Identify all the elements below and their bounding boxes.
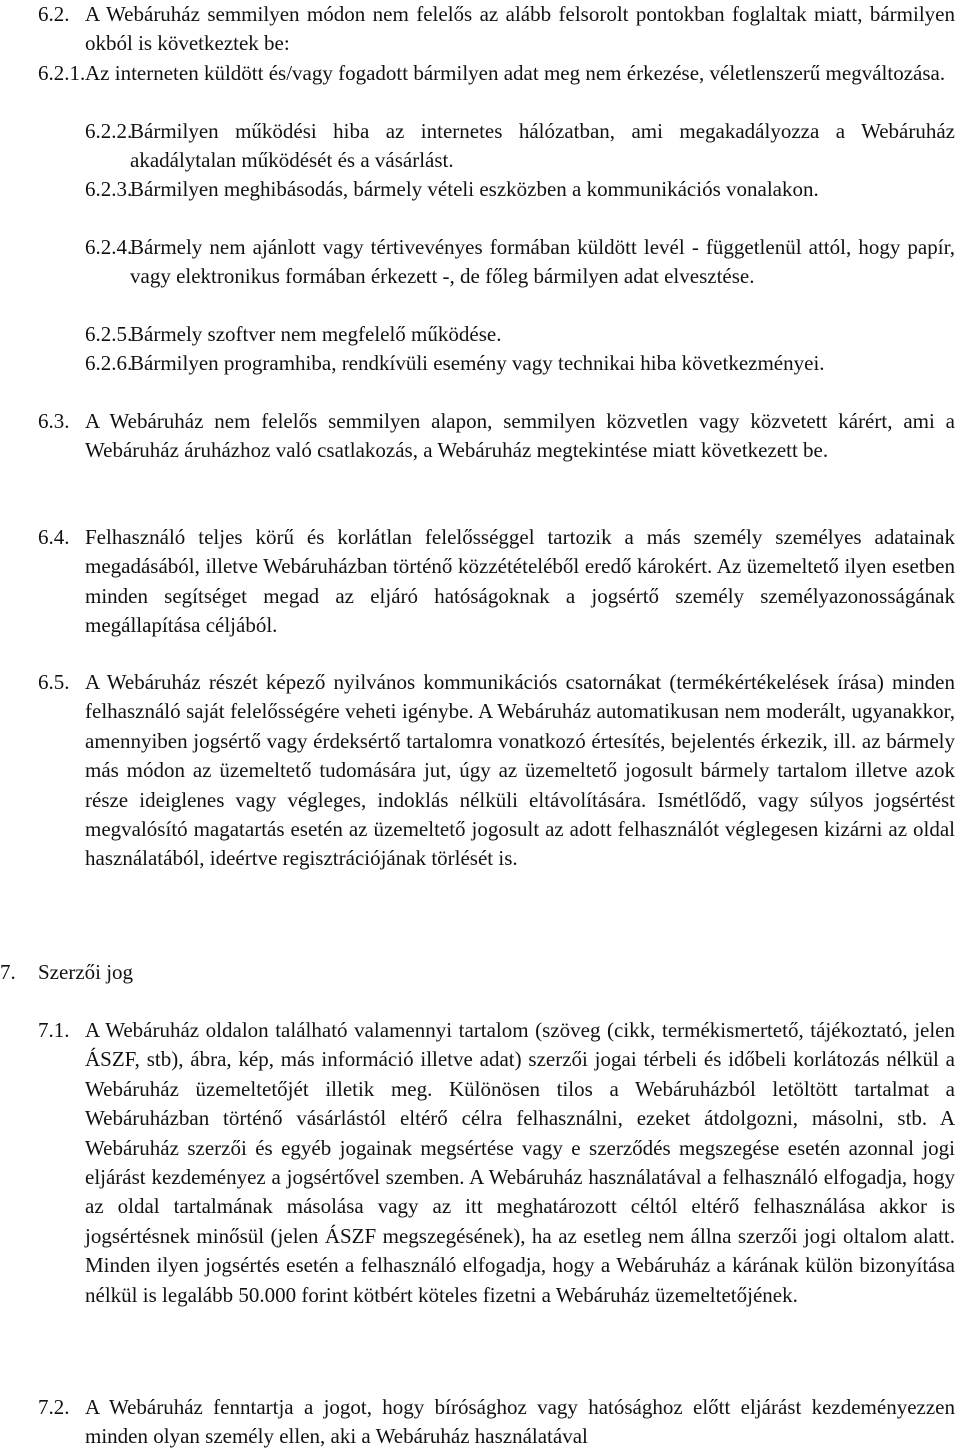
section-6-2-4 bbox=[85, 233, 955, 292]
section-6-2-5 bbox=[85, 320, 955, 349]
section-6-2-3 bbox=[85, 175, 955, 204]
section-7-1 bbox=[38, 1016, 955, 1310]
section-text: Bármilyen programhiba, rendkívüli esemény vagy technikai hiba következményei. bbox=[130, 351, 825, 375]
section-text: Bármely nem ajánlott vagy tértivevényes formában küldött levél - függetlenül attól, hogy papír, vagy elektronikus formában érkezett -, de főleg bármilyen adat elvesztése. bbox=[130, 235, 955, 289]
section-number: 7.2. bbox=[38, 1395, 70, 1419]
section-7-2 bbox=[38, 1393, 955, 1452]
section-7-heading bbox=[0, 958, 400, 987]
section-text: A Webáruház fenntartja a jogot, hogy bírósághoz vagy hatósághoz előtt eljárást kezdeményezzen minden olyan személy ellen, aki a Webáruház használatával bbox=[85, 1395, 955, 1449]
section-text: A Webáruház oldalon található valamennyi tartalom (szöveg (cikk, termékismertető, tájékoztató, jelen ÁSZF, stb), ábra, kép, más információ illetve adat) szerzői jogai térbeli és időbeli korlátozás nélkül a Webáruház üzemeltetőjét illetik meg. Különösen tilos a Webáruházból letöltött tartalmat a Webáruházban történő vásárlástól eltérő célra felhasználni, ezeket átdolgozni, másolni, stb. A Webáruház szerzői és egyéb jogainak megsértése vagy e szerződés megszegése esetén azonnal jogi eljárást kezdeményez a jogsértővel szemben. A Webáruház használatával a felhasználó elfogadja, hogy az oldal tartalmának másolása vagy az itt meghatározott céltól eltérő felhasználása akkor is jogsértésnek minősül (jelen ÁSZF megszegésének), ha az esetleg nem állna szerzői jogi oltalom alatt. Minden ilyen jogsértés esetén a felhasználó elfogadja, hogy a Webáruház a kárának külön bizonyítása nélkül is legalább 50.000 forint kötbért köteles fizetni a Webáruház üzemeltetőjének. bbox=[85, 1018, 955, 1307]
section-number: 6.2.2. bbox=[85, 119, 133, 143]
section-6-4 bbox=[38, 523, 955, 641]
section-number: 7. bbox=[0, 960, 16, 984]
section-number: 6.2.3. bbox=[85, 177, 133, 201]
section-6-2-2 bbox=[85, 117, 955, 176]
section-text: A Webáruház nem felelős semmilyen alapon, semmilyen közvetlen vagy közvetett kárért, ami a Webáruház áruházhoz való csatlakozás, a Webáruház megtekintése miatt következett be. bbox=[85, 409, 955, 463]
section-number: 6.2.1. bbox=[38, 61, 86, 85]
section-number: 6.2.4. bbox=[85, 235, 133, 259]
section-text: Bármely szoftver nem megfelelő működése. bbox=[130, 322, 502, 346]
section-6-2-1 bbox=[38, 59, 955, 88]
section-text: Bármilyen meghibásodás, bármely vételi eszközben a kommunikációs vonalakon. bbox=[130, 177, 819, 201]
section-number: 6.2. bbox=[38, 2, 70, 26]
section-text: Bármilyen működési hiba az internetes hálózatban, ami megakadályozza a Webáruház akadálytalan működését és a vásárlást. bbox=[130, 119, 955, 173]
section-6-3 bbox=[38, 407, 955, 466]
section-number: 6.3. bbox=[38, 409, 70, 433]
section-6-2-6 bbox=[85, 349, 955, 378]
section-number: 6.2.5. bbox=[85, 322, 133, 346]
section-text: A Webáruház részét képező nyilvános kommunikációs csatornákat (termékértékelések írása) minden felhasználó saját felelősségére veheti igénybe. A Webáruház automatikusan nem moderált, ugyanakkor, amennyiben jogsértő vagy érdeksértő tartalomra vonatkozó értesítés, bejelentés érkezik, ill. az bármely más módon az üzemeltető tudomására jut, úgy az üzemeltető jogosult bármely tartalom illetve azok része ideiglenes vagy végleges, indoklás nélküli eltávolítására. Ismétlődő, vagy súlyos jogsértést megvalósító magatartás esetén az üzemeltető jogosult az adott felhasználót véglegesen kizárni az oldal használatából, ideértve regisztrációjának törlését is. bbox=[85, 670, 955, 871]
section-text: A Webáruház semmilyen módon nem felelős az alább felsorolt pontokban foglaltak miatt, bármilyen okból is következtek be: bbox=[85, 2, 955, 56]
section-number: 6.4. bbox=[38, 525, 70, 549]
section-text: Az interneten küldött és/vagy fogadott bármilyen adat meg nem érkezése, véletlenszerű megváltozása. bbox=[85, 61, 946, 85]
section-6-5 bbox=[38, 668, 955, 874]
section-title: Szerzői jog bbox=[38, 960, 134, 984]
section-number: 6.5. bbox=[38, 670, 70, 694]
section-number: 6.2.6. bbox=[85, 351, 133, 375]
section-6-2 bbox=[38, 0, 955, 59]
section-number: 7.1. bbox=[38, 1018, 70, 1042]
section-text: Felhasználó teljes körű és korlátlan felelősséggel tartozik a más személy személyes adatainak megadásából, illetve Webáruházban történő közzétételéből eredő károkért. Az üzemeltető ilyen esetben minden segítséget megad az eljáró hatóságoknak a jogsértő személy személyazonosságának megállapítása céljából. bbox=[85, 525, 955, 638]
